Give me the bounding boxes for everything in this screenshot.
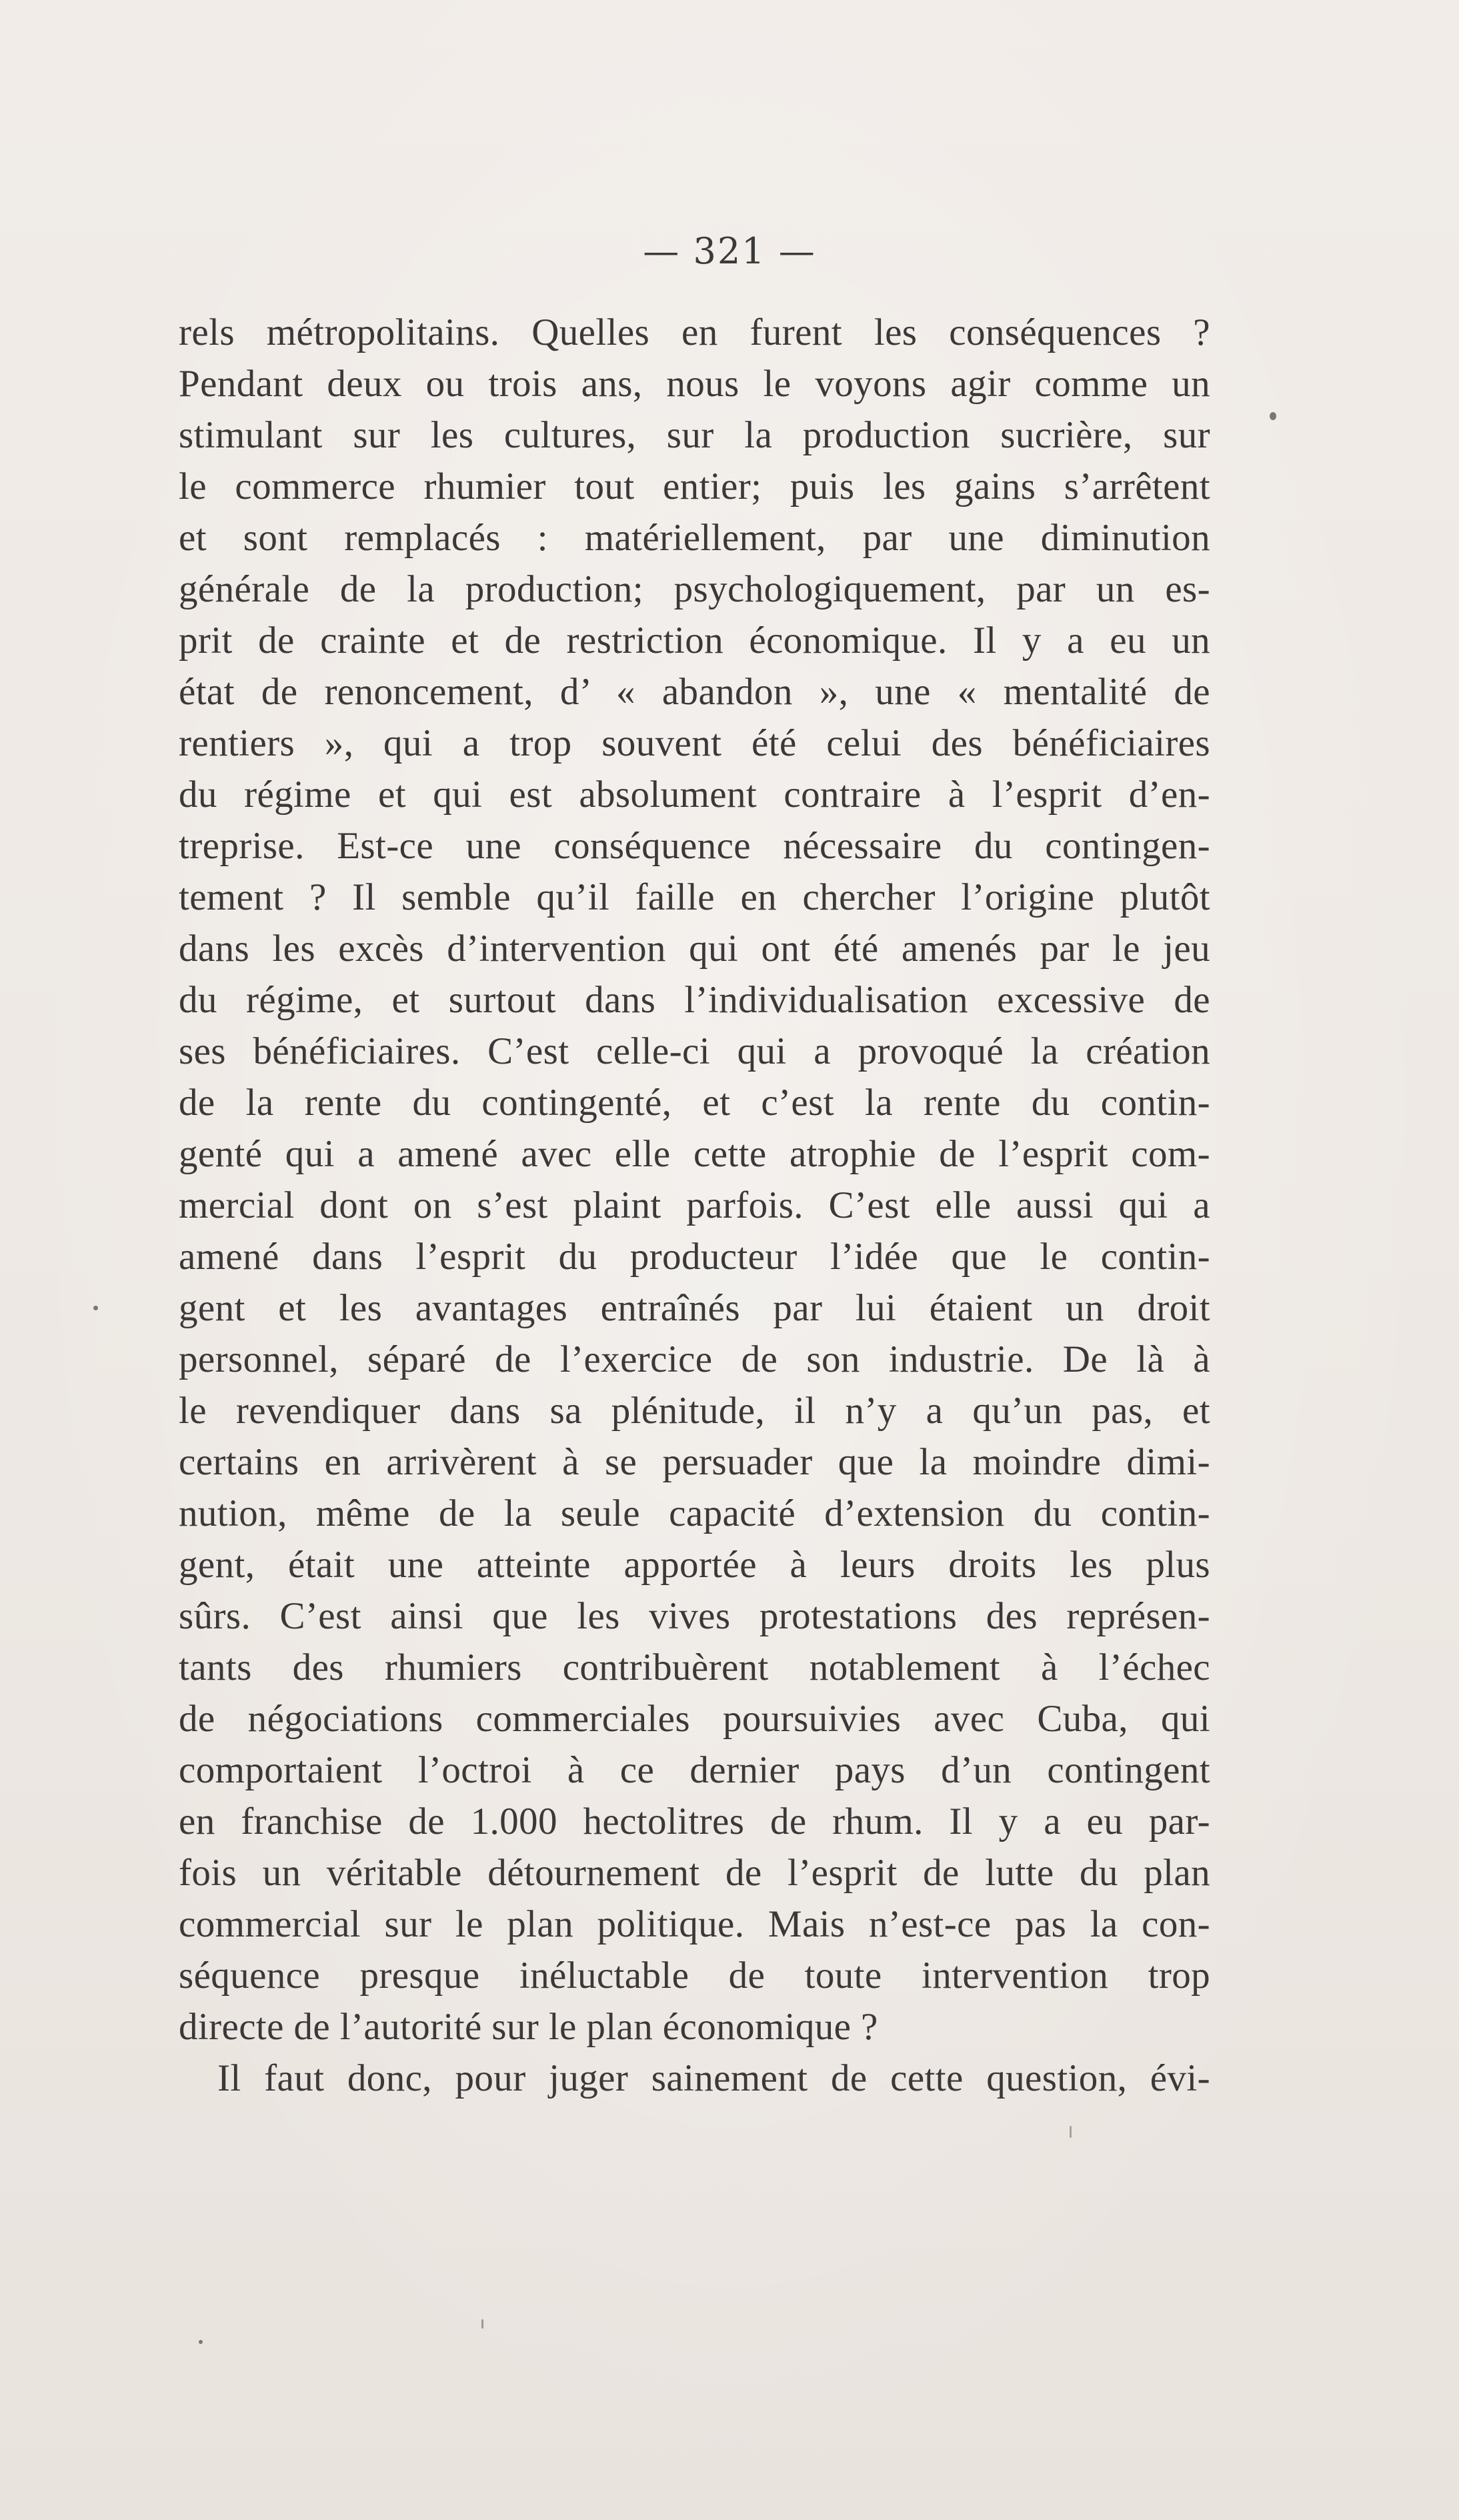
text-line: séquence presque inéluctable de toute intervention trop (179, 1955, 1210, 1997)
text-line: générale de la production; psychologiquement, par un es- (179, 568, 1210, 610)
text-line: Pendant deux ou trois ans, nous le voyons agir comme un (179, 363, 1210, 405)
paper-speck (1270, 412, 1276, 420)
text-line: sûrs. C’est ainsi que les vives protestations des représen- (179, 1595, 1210, 1637)
text-line: dans les excès d’intervention qui ont été amenés par le jeu (179, 928, 1210, 970)
text-line: amené dans l’esprit du producteur l’idée que le contin- (179, 1236, 1210, 1278)
text-line: gent et les avantages entraînés par lui étaient un droit (179, 1287, 1210, 1329)
text-line: le commerce rhumier tout entier; puis les gains s’arrêtent (179, 465, 1210, 507)
text-line: genté qui a amené avec elle cette atrophie de l’esprit com- (179, 1133, 1210, 1175)
text-line: état de renoncement, d’ « abandon », une « mentalité de (179, 671, 1210, 713)
text-line: du régime et qui est absolument contraire à l’esprit d’en- (179, 774, 1210, 816)
text-line-paragraph-end: directe de l’autorité sur le plan économique ? (179, 2006, 878, 2048)
text-line: mercial dont on s’est plaint parfois. C’est elle aussi qui a (179, 1184, 1210, 1226)
page-number: — 321 — (643, 230, 816, 272)
text-line: de négociations commerciales poursuivies avec Cuba, qui (179, 1698, 1210, 1740)
text-line: tement ? Il semble qu’il faille en chercher l’origine plutôt (179, 876, 1210, 918)
text-line: commercial sur le plan politique. Mais n’est-ce pas la con- (179, 1903, 1210, 1945)
text-line: fois un véritable détournement de l’esprit de lutte du plan (179, 1852, 1210, 1894)
text-line: le revendiquer dans sa plénitude, il n’y a qu’un pas, et (179, 1390, 1210, 1432)
text-line: rels métropolitains. Quelles en furent les conséquences ? (179, 311, 1210, 353)
text-line: nution, même de la seule capacité d’extension du contin- (179, 1492, 1210, 1534)
text-line: ses bénéficiaires. C’est celle-ci qui a provoqué la création (179, 1030, 1210, 1072)
text-line: en franchise de 1.000 hectolitres de rhum. Il y a eu par- (179, 1800, 1210, 1842)
text-line: stimulant sur les cultures, sur la production sucrière, sur (179, 414, 1210, 456)
paper-speck (199, 2340, 203, 2344)
paper-speck (1070, 2126, 1072, 2138)
body-text (179, 307, 1210, 2104)
paper-speck (481, 2319, 483, 2329)
text-line: de la rente du contingenté, et c’est la rente du contin- (179, 1082, 1210, 1124)
text-line: comportaient l’octroi à ce dernier pays d’un contingent (179, 1749, 1210, 1791)
text-line: personnel, séparé de l’exercice de son industrie. De là à (179, 1338, 1210, 1380)
paper-speck (93, 1306, 98, 1310)
text-line: treprise. Est-ce une conséquence nécessaire du contingen- (179, 825, 1210, 867)
text-line: et sont remplacés : matériellement, par une diminution (179, 517, 1210, 559)
text-line-paragraph-start: Il faut donc, pour juger sainement de cette question, évi- (217, 2057, 1210, 2099)
text-line: tants des rhumiers contribuèrent notablement à l’échec (179, 1646, 1210, 1688)
text-line: prit de crainte et de restriction économique. Il y a eu un (179, 619, 1210, 662)
text-line: rentiers », qui a trop souvent été celui des bénéficiaires (179, 722, 1210, 764)
text-line: certains en arrivèrent à se persuader que la moindre dimi- (179, 1441, 1210, 1483)
text-line: gent, était une atteinte apportée à leurs droits les plus (179, 1544, 1210, 1586)
text-line: du régime, et surtout dans l’individualisation excessive de (179, 979, 1210, 1021)
